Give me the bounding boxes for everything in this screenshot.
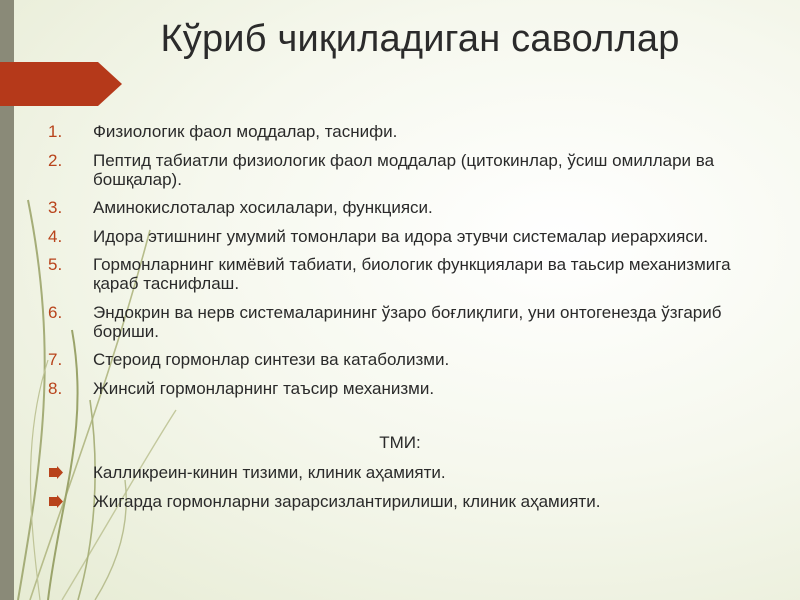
item-number: 8.	[48, 378, 63, 398]
list-item	[40, 463, 740, 482]
list-item	[40, 303, 740, 341]
item-number: 6.	[48, 302, 63, 322]
item-text: Калликреин-кинин тизими, клиник аҳамияти.	[93, 463, 446, 482]
list-item	[40, 122, 740, 141]
list-item	[40, 350, 740, 369]
item-number: 3.	[48, 198, 63, 217]
arrow-bullet-icon	[49, 466, 63, 479]
item-text: Эндокрин ва нерв системаларининг ўзаро боғлиқлиги, уни онтогенезда ўзгариб бориши.	[93, 302, 722, 341]
question-list	[40, 122, 740, 407]
arrow-bullet-icon	[49, 495, 63, 508]
item-number: 2.	[48, 150, 63, 170]
list-item	[40, 492, 740, 511]
item-number: 4.	[48, 226, 63, 246]
item-number: 5.	[48, 255, 63, 274]
item-text: Стероид гормонлар синтези ва катаболизми.	[93, 350, 450, 369]
item-text: Жинсий гормонларнинг таъсир механизми.	[93, 378, 435, 398]
item-text: Жигарда гормонларни зарарсизлантирилиши, клиник аҳамияти.	[93, 492, 601, 511]
tmi-heading: ТМИ:	[379, 433, 421, 452]
item-text: Идора этишнинг умумий томонлари ва идора этувчи системалар иерархияси.	[93, 226, 709, 246]
item-text: Аминокислоталар хосилалари, функцияси.	[93, 198, 433, 217]
title-flag-shape	[0, 62, 122, 106]
item-number: 1.	[48, 122, 63, 141]
list-item	[40, 227, 740, 246]
item-text: Физиологик фаол моддалар, таснифи.	[93, 122, 398, 141]
item-text: Гормонларнинг кимёвий табиати, биологик функциялари ва таьсир механизмига қараб таснифлаш.	[93, 255, 731, 293]
list-item	[40, 255, 740, 293]
item-text: Пептид табиатли физиологик фаол моддалар (цитокинлар, ўсиш омиллари ва бошқалар).	[93, 150, 715, 189]
tmi-list	[40, 463, 740, 521]
list-item	[40, 198, 740, 217]
item-number: 7.	[48, 350, 63, 369]
slide-title: Кўриб чиқиладиган саволлар	[160, 18, 680, 60]
list-item	[40, 151, 740, 189]
list-item	[40, 379, 740, 398]
